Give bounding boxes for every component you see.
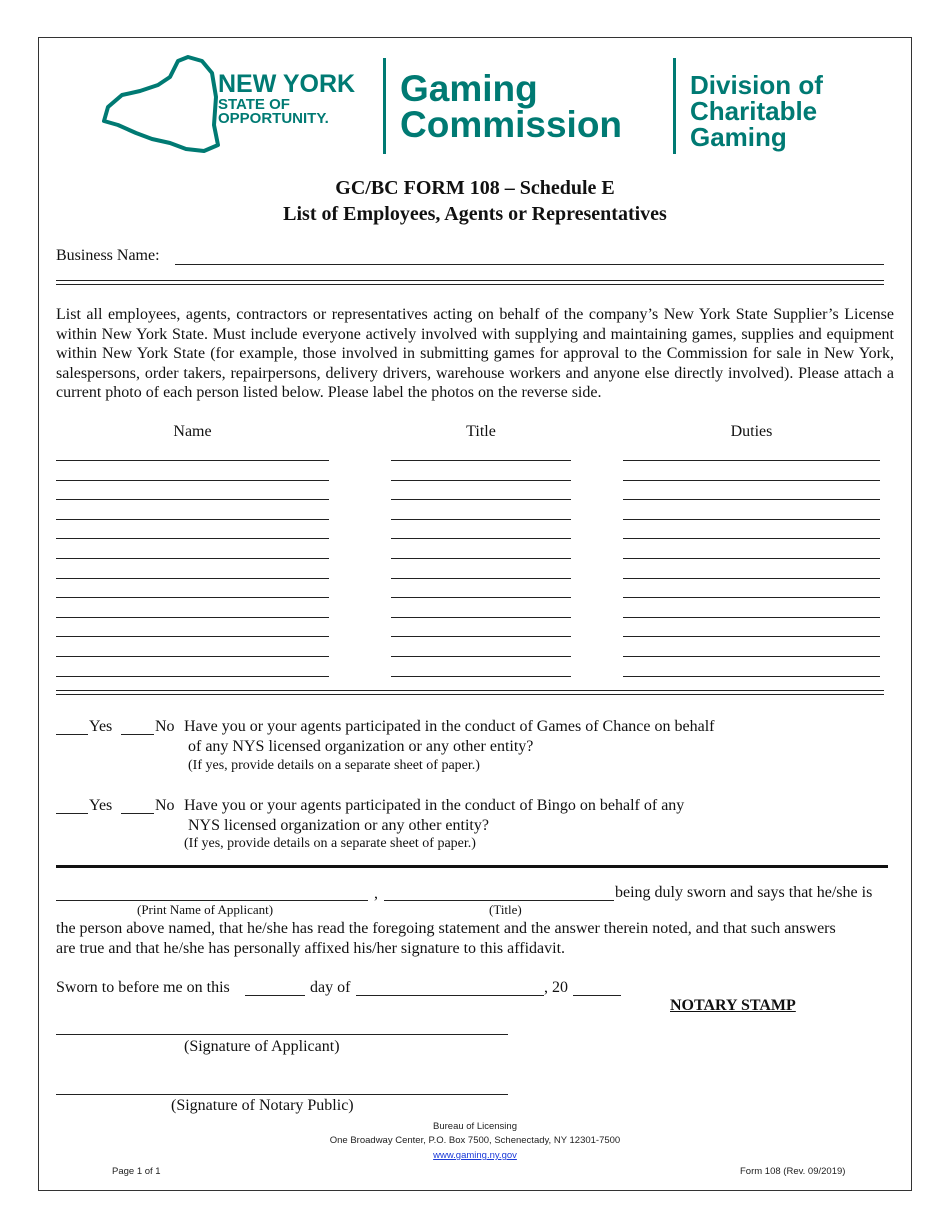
row-name-field[interactable] bbox=[56, 538, 329, 539]
row-duties-field[interactable] bbox=[623, 499, 880, 500]
row-name-field[interactable] bbox=[56, 460, 329, 461]
row-duties-field[interactable] bbox=[623, 597, 880, 598]
column-header-duties: Duties bbox=[730, 423, 773, 440]
row-duties-field[interactable] bbox=[623, 676, 880, 677]
q1-yes-blank[interactable] bbox=[56, 734, 88, 735]
affidavit-comma: , bbox=[374, 885, 378, 902]
row-title-field[interactable] bbox=[391, 676, 571, 677]
notary-signature-field[interactable] bbox=[56, 1094, 508, 1095]
sworn-before-label: Sworn to before me on this bbox=[56, 979, 230, 996]
q2-no-blank[interactable] bbox=[121, 813, 154, 814]
row-duties-field[interactable] bbox=[623, 558, 880, 559]
column-header-title: Title bbox=[466, 423, 496, 440]
divider-line bbox=[56, 280, 884, 281]
nys-logo-line1: NEW YORK bbox=[218, 70, 356, 98]
row-title-field[interactable] bbox=[391, 617, 571, 618]
notary-stamp-label: NOTARY STAMP bbox=[670, 997, 796, 1014]
logo-divider bbox=[673, 58, 676, 154]
row-title-field[interactable] bbox=[391, 460, 571, 461]
footer-bureau: Bureau of Licensing bbox=[433, 1121, 517, 1132]
section-divider bbox=[56, 865, 888, 868]
q1-yes-label: Yes bbox=[89, 718, 113, 735]
affidavit-sworn-text: being duly sworn and says that he/she is bbox=[615, 884, 873, 901]
title-field[interactable] bbox=[384, 900, 614, 901]
print-name-caption: (Print Name of Applicant) bbox=[137, 902, 274, 917]
row-title-field[interactable] bbox=[391, 499, 571, 500]
new-york-state-map-icon bbox=[100, 55, 220, 155]
notary-signature-caption: (Signature of Notary Public) bbox=[171, 1097, 354, 1114]
row-title-field[interactable] bbox=[391, 538, 571, 539]
instructions-paragraph: List all employees, agents, contractors or representatives acting on behalf of the company’s New York State Supplier’s License within New York State. Must include everyone actively involved with supplying and maintaining games, supplies and equipment within New York State (for example, those involved in submitting games for approval to the Commission for sale in New York, salespersons, order takers, repairpersons, delivery drivers, warehouse workers and anyone else directly involved). Please attach a current photo of each person listed below. Please label the photos on the reverse side. bbox=[56, 306, 894, 401]
business-name-field[interactable] bbox=[175, 264, 884, 265]
footer-website-link[interactable]: www.gaming.ny.gov bbox=[433, 1150, 517, 1161]
row-name-field[interactable] bbox=[56, 597, 329, 598]
division-logo-line3: Gaming bbox=[690, 122, 787, 152]
nys-logo-line2: STATE OF bbox=[218, 96, 290, 113]
footer-website-wrap bbox=[0, 1150, 950, 1161]
affidavit-body-line1: the person above named, that he/she has read the foregoing statement and the answer therein noted, and that such answers bbox=[56, 920, 836, 937]
row-title-field[interactable] bbox=[391, 480, 571, 481]
row-title-field[interactable] bbox=[391, 636, 571, 637]
row-name-field[interactable] bbox=[56, 676, 329, 677]
row-duties-field[interactable] bbox=[623, 538, 880, 539]
row-duties-field[interactable] bbox=[623, 617, 880, 618]
q1-question-line1: Have you or your agents participated in the conduct of Games of Chance on behalf bbox=[184, 718, 715, 735]
division-logo-line1: Division of bbox=[690, 70, 823, 100]
gaming-logo-line2: Commission bbox=[400, 104, 623, 145]
row-title-field[interactable] bbox=[391, 656, 571, 657]
form-subtitle: List of Employees, Agents or Representatives bbox=[283, 203, 667, 225]
sworn-year-field[interactable] bbox=[573, 995, 621, 996]
row-name-field[interactable] bbox=[56, 499, 329, 500]
q2-question-line2: NYS licensed organization or any other entity? bbox=[188, 817, 489, 834]
divider-line bbox=[56, 694, 884, 695]
day-of-label: day of bbox=[310, 979, 351, 996]
sworn-month-field[interactable] bbox=[356, 995, 544, 996]
division-logo-line2: Charitable bbox=[690, 96, 818, 126]
row-duties-field[interactable] bbox=[623, 480, 880, 481]
year-prefix-label: , 20 bbox=[544, 979, 568, 996]
divider-line bbox=[56, 690, 884, 691]
row-duties-field[interactable] bbox=[623, 519, 880, 520]
row-title-field[interactable] bbox=[391, 558, 571, 559]
row-name-field[interactable] bbox=[56, 558, 329, 559]
row-duties-field[interactable] bbox=[623, 578, 880, 579]
print-name-field[interactable] bbox=[56, 900, 368, 901]
row-title-field[interactable] bbox=[391, 578, 571, 579]
column-header-name: Name bbox=[173, 423, 212, 440]
row-name-field[interactable] bbox=[56, 519, 329, 520]
sworn-day-field[interactable] bbox=[245, 995, 305, 996]
q2-question-line1: Have you or your agents participated in the conduct of Bingo on behalf of any bbox=[184, 797, 685, 814]
row-name-field[interactable] bbox=[56, 656, 329, 657]
row-name-field[interactable] bbox=[56, 636, 329, 637]
q1-question-line2: of any NYS licensed organization or any other entity? bbox=[188, 738, 534, 755]
footer-address: One Broadway Center, P.O. Box 7500, Schenectady, NY 12301-7500 bbox=[329, 1135, 621, 1146]
q1-no-blank[interactable] bbox=[121, 734, 154, 735]
applicant-signature-caption: (Signature of Applicant) bbox=[184, 1038, 340, 1055]
row-title-field[interactable] bbox=[391, 597, 571, 598]
row-duties-field[interactable] bbox=[623, 656, 880, 657]
gaming-logo-line1: Gaming bbox=[400, 68, 538, 109]
q2-no-label: No bbox=[155, 797, 175, 814]
row-duties-field[interactable] bbox=[623, 636, 880, 637]
row-name-field[interactable] bbox=[56, 480, 329, 481]
footer-page-number: Page 1 of 1 bbox=[112, 1166, 161, 1177]
q1-no-label: No bbox=[155, 718, 175, 735]
row-duties-field[interactable] bbox=[623, 460, 880, 461]
row-name-field[interactable] bbox=[56, 617, 329, 618]
title-caption: (Title) bbox=[489, 902, 522, 917]
footer-form-revision: Form 108 (Rev. 09/2019) bbox=[740, 1166, 846, 1177]
business-name-label: Business Name: bbox=[56, 247, 160, 264]
row-title-field[interactable] bbox=[391, 519, 571, 520]
affidavit-body-line2: are true and that he/she has personally affixed his/her signature to this affidavit. bbox=[56, 940, 566, 957]
applicant-signature-field[interactable] bbox=[56, 1034, 508, 1035]
divider-line bbox=[56, 284, 884, 285]
q2-yes-label: Yes bbox=[89, 797, 113, 814]
q1-note: (If yes, provide details on a separate sheet of paper.) bbox=[188, 758, 480, 773]
q2-note: (If yes, provide details on a separate sheet of paper.) bbox=[184, 836, 476, 851]
q2-yes-blank[interactable] bbox=[56, 813, 88, 814]
logo-divider bbox=[383, 58, 386, 154]
row-name-field[interactable] bbox=[56, 578, 329, 579]
form-title: GC/BC FORM 108 – Schedule E bbox=[335, 177, 615, 199]
nys-logo-line3: OPPORTUNITY. bbox=[218, 110, 329, 127]
